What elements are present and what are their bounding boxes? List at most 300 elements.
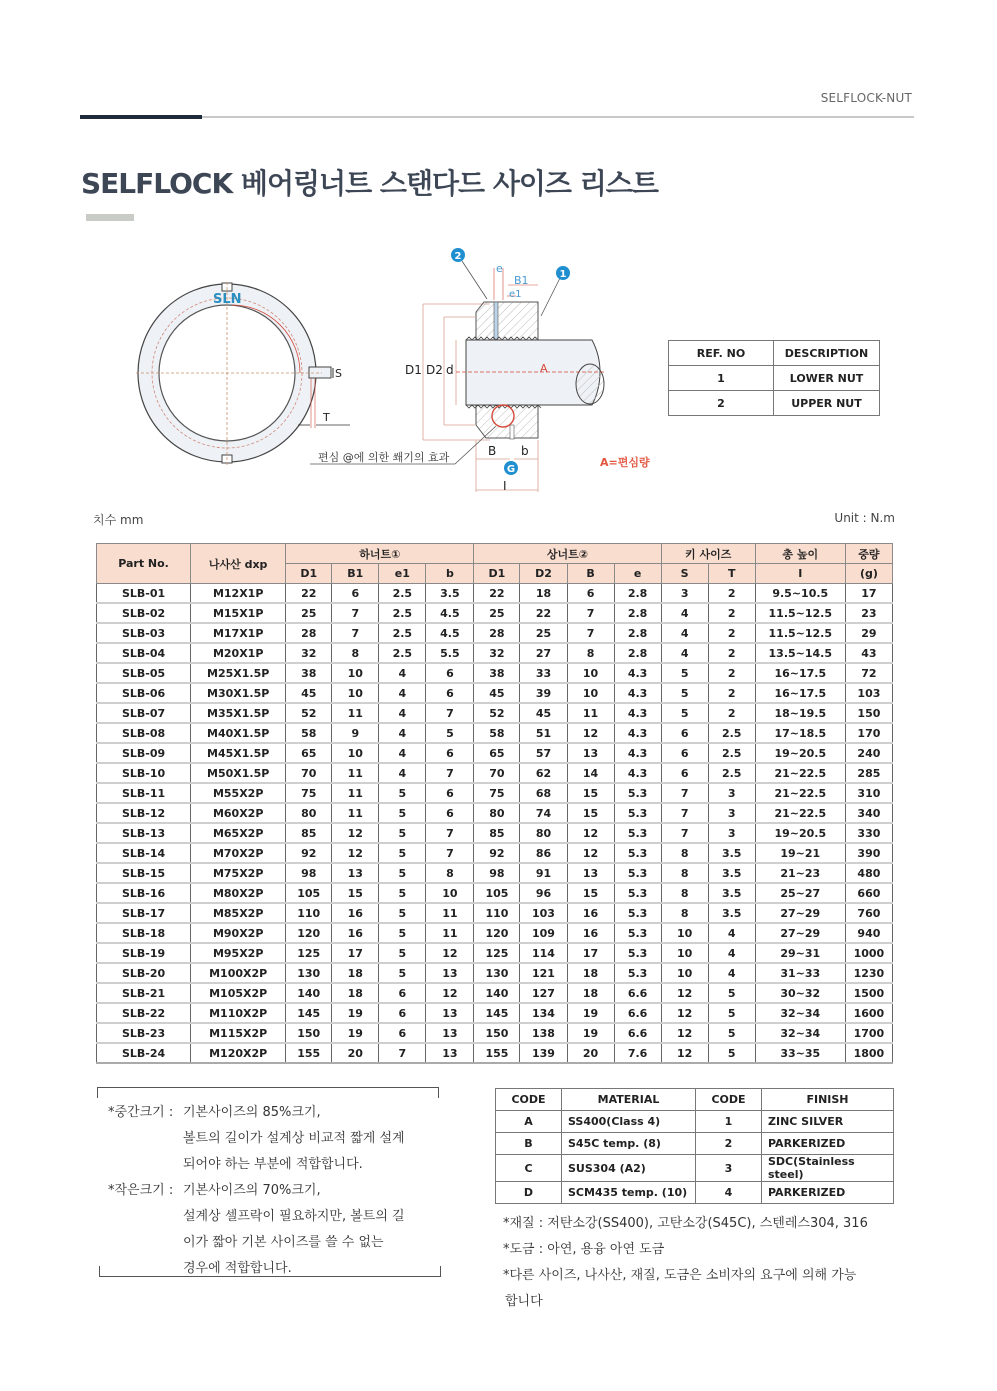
table-cell: 390 — [845, 843, 892, 863]
table-cell: 27 — [520, 643, 567, 663]
table-cell: 1600 — [845, 1003, 892, 1023]
table-cell: 4 — [708, 943, 755, 963]
table-cell: 10 — [567, 663, 614, 683]
table-cell: 125 — [286, 943, 332, 963]
table-cell: 2.8 — [614, 603, 661, 623]
table-cell: 29~31 — [755, 943, 845, 963]
finish-name: PARKERIZED — [762, 1133, 894, 1155]
table-cell: 8 — [661, 863, 708, 883]
table-cell: 110 — [474, 903, 520, 923]
table-cell: 13 — [426, 1043, 474, 1063]
table-row — [97, 763, 893, 783]
table-cell: 16 — [332, 903, 379, 923]
table-cell: 145 — [474, 1003, 520, 1023]
table-cell: 120 — [474, 923, 520, 943]
table-cell: 330 — [845, 823, 892, 843]
table-cell: 4 — [379, 743, 426, 763]
part-number-cell: SLB-24 — [97, 1043, 191, 1063]
table-cell: 5.3 — [614, 943, 661, 963]
table-cell: 7 — [426, 703, 474, 723]
ref-no: 2 — [669, 391, 774, 416]
table-cell: M25X1.5P — [191, 663, 286, 683]
footnote-plating: *도금 : 아연, 용융 아연 도금 — [503, 1242, 665, 1257]
table-cell: 4 — [379, 683, 426, 703]
bubble-1-label: 1 — [559, 269, 567, 280]
table-cell: 2.8 — [614, 643, 661, 663]
material-name: SS400(Class 4) — [562, 1111, 696, 1133]
table-cell: 4.3 — [614, 663, 661, 683]
header-weight: 중량 — [845, 544, 892, 564]
bubble-g — [504, 461, 518, 475]
table-cell: 23 — [845, 603, 892, 623]
table-cell: 16 — [332, 923, 379, 943]
table-cell: 11.5~12.5 — [755, 623, 845, 643]
dimension-unit: 치수 mm — [93, 513, 144, 527]
mat-header-material: MATERIAL — [562, 1089, 696, 1111]
part-number-cell: SLB-19 — [97, 943, 191, 963]
table-cell: 20 — [567, 1043, 614, 1063]
table-cell: 4 — [708, 923, 755, 943]
sub-header: (g) — [845, 564, 892, 584]
part-number-cell: SLB-23 — [97, 1023, 191, 1043]
dim-b-upper: B — [488, 444, 497, 458]
part-number-cell: SLB-21 — [97, 983, 191, 1003]
table-cell: 4 — [379, 763, 426, 783]
material-table-header — [496, 1089, 894, 1111]
part-number-cell: SLB-04 — [97, 643, 191, 663]
table-cell: 19 — [332, 1003, 379, 1023]
part-number-cell: SLB-06 — [97, 683, 191, 703]
table-cell: 1700 — [845, 1023, 892, 1043]
table-cell: 7 — [426, 763, 474, 783]
table-cell: 5 — [708, 1043, 755, 1063]
header-key-size: 키 사이즈 — [661, 544, 755, 564]
table-cell: 4.3 — [614, 743, 661, 763]
table-row — [97, 943, 893, 963]
table-cell: 5.3 — [614, 963, 661, 983]
table-cell: 6 — [426, 803, 474, 823]
table-cell: 7 — [567, 603, 614, 623]
table-cell: 15 — [567, 883, 614, 903]
table-cell: 45 — [520, 703, 567, 723]
finish-name: SDC(Stainless steel) — [762, 1155, 894, 1182]
table-cell: M95X2P — [191, 943, 286, 963]
table-cell: 2.5 — [379, 584, 426, 604]
table-cell: 4.3 — [614, 683, 661, 703]
dim-e1: e1 — [509, 289, 522, 300]
table-cell: 145 — [286, 1003, 332, 1023]
table-cell: 17 — [567, 943, 614, 963]
table-cell: M55X2P — [191, 783, 286, 803]
table-cell: 43 — [845, 643, 892, 663]
table-cell: 5 — [379, 903, 426, 923]
sub-header: b — [426, 564, 474, 584]
part-number-cell: SLB-11 — [97, 783, 191, 803]
table-cell: 139 — [520, 1043, 567, 1063]
table-cell: 2.8 — [614, 623, 661, 643]
table-cell: 12 — [661, 1023, 708, 1043]
part-number-cell: SLB-03 — [97, 623, 191, 643]
table-cell: 6 — [426, 743, 474, 763]
table-cell: 6 — [567, 584, 614, 604]
table-cell: 109 — [520, 923, 567, 943]
table-cell: 13 — [426, 1023, 474, 1043]
table-cell: 8 — [567, 643, 614, 663]
sub-header: e1 — [379, 564, 426, 584]
sub-header: B1 — [332, 564, 379, 584]
table-cell: 70 — [286, 763, 332, 783]
table-cell: 138 — [520, 1023, 567, 1043]
table-cell: 22 — [286, 584, 332, 604]
table-cell: 12 — [332, 823, 379, 843]
table-cell: 15 — [567, 803, 614, 823]
header-thread: 나사산 dxp — [191, 544, 286, 584]
table-cell: 80 — [286, 803, 332, 823]
ring-label: SLN — [213, 292, 242, 307]
table-cell: 32 — [286, 643, 332, 663]
table-row — [97, 683, 893, 703]
table-cell: 13 — [567, 743, 614, 763]
table-row — [97, 843, 893, 863]
table-cell: 8 — [661, 883, 708, 903]
table-cell: 21~23 — [755, 863, 845, 883]
table-cell: 4.3 — [614, 763, 661, 783]
table-cell: 7 — [332, 623, 379, 643]
table-cell: 120 — [286, 923, 332, 943]
table-cell: 6 — [379, 1003, 426, 1023]
part-number-cell: SLB-20 — [97, 963, 191, 983]
table-cell: 3.5 — [708, 843, 755, 863]
table-cell: 170 — [845, 723, 892, 743]
table-cell: 17 — [845, 584, 892, 604]
table-cell: 22 — [520, 603, 567, 623]
table-cell: 3 — [708, 803, 755, 823]
table-cell: 2 — [708, 663, 755, 683]
table-row — [97, 883, 893, 903]
material-row — [496, 1111, 894, 1133]
table-cell: 103 — [845, 683, 892, 703]
table-cell: 13 — [567, 863, 614, 883]
table-cell: 85 — [474, 823, 520, 843]
material-name: S45C temp. (8) — [562, 1133, 696, 1155]
finish-name: ZINC SILVER — [762, 1111, 894, 1133]
nut-diagram — [0, 0, 997, 500]
table-cell: 1500 — [845, 983, 892, 1003]
material-row — [496, 1155, 894, 1182]
table-cell: 5 — [708, 1023, 755, 1043]
sub-header: D1 — [286, 564, 332, 584]
table-cell: 16~17.5 — [755, 663, 845, 683]
table-cell: 57 — [520, 743, 567, 763]
table-cell: 92 — [474, 843, 520, 863]
ref-header-no: REF. NO — [669, 341, 774, 366]
table-cell: 3 — [661, 584, 708, 604]
table-cell: 5.3 — [614, 923, 661, 943]
table-cell: 19 — [567, 1023, 614, 1043]
callout-text: 편심 @에 의한 쐐기의 효과 — [318, 451, 450, 464]
table-cell: 27~29 — [755, 923, 845, 943]
dim-d1: D1 — [405, 363, 422, 377]
table-cell: 22 — [474, 584, 520, 604]
table-cell: 8 — [661, 903, 708, 923]
table-cell: 4.5 — [426, 623, 474, 643]
table-cell: 32~34 — [755, 1003, 845, 1023]
table-cell: 7 — [426, 823, 474, 843]
table-cell: M15X1P — [191, 603, 286, 623]
table-cell: 8 — [332, 643, 379, 663]
table-cell: 6 — [661, 743, 708, 763]
note-mid-line: 되어야 하는 부분에 적합합니다. — [183, 1157, 363, 1172]
table-cell: 3 — [708, 783, 755, 803]
eccentric-note: A=편심량 — [600, 456, 650, 469]
table-cell: 7 — [661, 803, 708, 823]
finish-code: 4 — [696, 1182, 762, 1204]
finish-code: 3 — [696, 1155, 762, 1182]
ref-table — [668, 340, 880, 416]
table-cell: 10 — [567, 683, 614, 703]
material-name: SUS304 (A2) — [562, 1155, 696, 1182]
table-cell: 4 — [661, 603, 708, 623]
bubble-2 — [451, 248, 465, 262]
part-number-cell: SLB-02 — [97, 603, 191, 623]
table-cell: 25 — [286, 603, 332, 623]
ref-row — [669, 366, 880, 391]
material-code: B — [496, 1133, 562, 1155]
table-row — [97, 1043, 893, 1063]
ref-row — [669, 391, 880, 416]
table-cell: 5.3 — [614, 863, 661, 883]
sub-header: B — [567, 564, 614, 584]
table-cell: 33~35 — [755, 1043, 845, 1063]
table-cell: 3 — [708, 823, 755, 843]
mat-header-code2: CODE — [696, 1089, 762, 1111]
torque-unit: Unit : N.m — [834, 511, 895, 525]
table-cell: 340 — [845, 803, 892, 823]
table-cell: 74 — [520, 803, 567, 823]
table-cell: 52 — [474, 703, 520, 723]
table-cell: M35X1.5P — [191, 703, 286, 723]
size-table — [96, 543, 893, 1064]
material-row — [496, 1182, 894, 1204]
table-cell: 5 — [708, 983, 755, 1003]
part-number-cell: SLB-17 — [97, 903, 191, 923]
table-cell: 1000 — [845, 943, 892, 963]
table-cell: 16 — [567, 903, 614, 923]
table-cell: 52 — [286, 703, 332, 723]
table-cell: 92 — [286, 843, 332, 863]
table-cell: 75 — [474, 783, 520, 803]
table-cell: 4.3 — [614, 723, 661, 743]
table-cell: 15 — [567, 783, 614, 803]
table-cell: 5 — [708, 1003, 755, 1023]
table-cell: 18 — [332, 983, 379, 1003]
table-cell: 7 — [661, 783, 708, 803]
table-row — [97, 1023, 893, 1043]
table-row — [97, 1003, 893, 1023]
note-mid-label: *중간크기 : — [108, 1105, 174, 1120]
table-cell: 5 — [379, 923, 426, 943]
table-cell: 12 — [567, 823, 614, 843]
header-total-height: 총 높이 — [755, 544, 845, 564]
table-cell: 105 — [474, 883, 520, 903]
table-cell: 5 — [379, 803, 426, 823]
table-cell: 940 — [845, 923, 892, 943]
part-number-cell: SLB-12 — [97, 803, 191, 823]
sub-header: D1 — [474, 564, 520, 584]
table-cell: M105X2P — [191, 983, 286, 1003]
table-cell: 2.5 — [708, 723, 755, 743]
table-cell: M110X2P — [191, 1003, 286, 1023]
table-cell: 19~21 — [755, 843, 845, 863]
note-small-line: 기본사이즈의 70%크기, — [183, 1183, 321, 1198]
table-cell: 5.3 — [614, 883, 661, 903]
footnote-material: *재질 : 저탄소강(SS400), 고탄소강(S45C), 스텐레스304, 316 — [503, 1216, 868, 1231]
table-cell: 33 — [520, 663, 567, 683]
table-cell: 10 — [661, 963, 708, 983]
table-cell: 2.5 — [708, 743, 755, 763]
material-code: D — [496, 1182, 562, 1204]
table-cell: M80X2P — [191, 883, 286, 903]
table-cell: 480 — [845, 863, 892, 883]
table-cell: 4 — [661, 623, 708, 643]
table-row — [97, 643, 893, 663]
table-cell: 16 — [567, 923, 614, 943]
table-cell: 12 — [661, 1043, 708, 1063]
table-cell: 39 — [520, 683, 567, 703]
table-cell: 11 — [332, 783, 379, 803]
table-row — [97, 663, 893, 683]
table-cell: 121 — [520, 963, 567, 983]
footnote-custom-cont: 합니다 — [505, 1294, 543, 1309]
table-cell: 3.5 — [708, 863, 755, 883]
table-cell: 7 — [426, 843, 474, 863]
note-small-line: 경우에 적합합니다. — [183, 1261, 292, 1276]
dim-b-lower: b — [521, 444, 529, 458]
dim-a: A — [540, 362, 548, 375]
table-cell: 2.5 — [379, 643, 426, 663]
table-cell: 2.8 — [614, 584, 661, 604]
ref-table-header — [669, 341, 880, 366]
table-cell: 4 — [379, 723, 426, 743]
table-row — [97, 584, 893, 604]
table-cell: 3.5 — [708, 883, 755, 903]
table-cell: 4 — [379, 663, 426, 683]
table-cell: 285 — [845, 763, 892, 783]
table-cell: 80 — [474, 803, 520, 823]
table-cell: 16~17.5 — [755, 683, 845, 703]
table-cell: 12 — [567, 723, 614, 743]
header-lower-nut: 하너트① — [286, 544, 474, 564]
table-cell: 18 — [520, 584, 567, 604]
table-cell: 18~19.5 — [755, 703, 845, 723]
table-cell: 6 — [379, 1023, 426, 1043]
table-row — [97, 803, 893, 823]
note-small-label: *작은크기 : — [108, 1183, 174, 1198]
ref-desc: UPPER NUT — [774, 391, 880, 416]
table-cell: 760 — [845, 903, 892, 923]
note-mid-line: 기본사이즈의 85%크기, — [183, 1105, 321, 1120]
table-cell: 11 — [332, 703, 379, 723]
mat-header-code: CODE — [496, 1089, 562, 1111]
ref-no: 1 — [669, 366, 774, 391]
table-cell: M50X1.5P — [191, 763, 286, 783]
mat-header-finish: FINISH — [762, 1089, 894, 1111]
table-cell: 6 — [332, 584, 379, 604]
part-number-cell: SLB-18 — [97, 923, 191, 943]
table-row — [97, 783, 893, 803]
table-cell: 51 — [520, 723, 567, 743]
table-cell: 12 — [426, 943, 474, 963]
note-small-line: 설계상 셀프락이 필요하지만, 볼트의 길 — [183, 1209, 405, 1224]
table-cell: 17~18.5 — [755, 723, 845, 743]
dim-d: d — [446, 363, 454, 377]
part-number-cell: SLB-09 — [97, 743, 191, 763]
table-cell: M60X2P — [191, 803, 286, 823]
table-cell: 12 — [661, 983, 708, 1003]
table-cell: 127 — [520, 983, 567, 1003]
table-cell: 18 — [567, 963, 614, 983]
table-cell: 5 — [379, 863, 426, 883]
table-cell: 19~20.5 — [755, 743, 845, 763]
finish-name: PARKERIZED — [762, 1182, 894, 1204]
table-cell: 14 — [567, 763, 614, 783]
section-label: SELFLOCK-NUT — [820, 91, 912, 105]
part-number-cell: SLB-08 — [97, 723, 191, 743]
table-cell: M90X2P — [191, 923, 286, 943]
table-cell: 10 — [661, 923, 708, 943]
table-cell: 28 — [474, 623, 520, 643]
table-cell: 20 — [332, 1043, 379, 1063]
table-cell: 12 — [332, 843, 379, 863]
table-cell: 11 — [426, 923, 474, 943]
table-cell: 10 — [661, 943, 708, 963]
table-cell: 150 — [474, 1023, 520, 1043]
table-cell: 5.3 — [614, 903, 661, 923]
table-cell: 58 — [286, 723, 332, 743]
ring-front-view — [136, 282, 350, 465]
table-cell: 13 — [426, 1003, 474, 1023]
table-cell: 5 — [661, 683, 708, 703]
table-row — [97, 603, 893, 623]
table-cell: 9.5~10.5 — [755, 584, 845, 604]
table-cell: 125 — [474, 943, 520, 963]
ref-desc: LOWER NUT — [774, 366, 880, 391]
part-number-cell: SLB-10 — [97, 763, 191, 783]
table-cell: 18 — [332, 963, 379, 983]
table-cell: 7 — [567, 623, 614, 643]
table-row — [97, 983, 893, 1003]
table-cell: 19 — [567, 1003, 614, 1023]
table-cell: 30~32 — [755, 983, 845, 1003]
table-cell: 2 — [708, 643, 755, 663]
table-row — [97, 963, 893, 983]
table-cell: 134 — [520, 1003, 567, 1023]
table-cell: 660 — [845, 883, 892, 903]
table-cell: M65X2P — [191, 823, 286, 843]
sub-header: I — [755, 564, 845, 584]
table-cell: 4 — [661, 643, 708, 663]
table-cell: 65 — [474, 743, 520, 763]
dim-d2: D2 — [426, 363, 443, 377]
table-cell: 5 — [379, 823, 426, 843]
table-cell: 5.3 — [614, 803, 661, 823]
table-cell: 103 — [520, 903, 567, 923]
table-cell: 2.5 — [379, 603, 426, 623]
table-cell: 3.5 — [426, 584, 474, 604]
table-cell: 5 — [379, 883, 426, 903]
table-cell: 13 — [332, 863, 379, 883]
table-cell: 10 — [332, 743, 379, 763]
